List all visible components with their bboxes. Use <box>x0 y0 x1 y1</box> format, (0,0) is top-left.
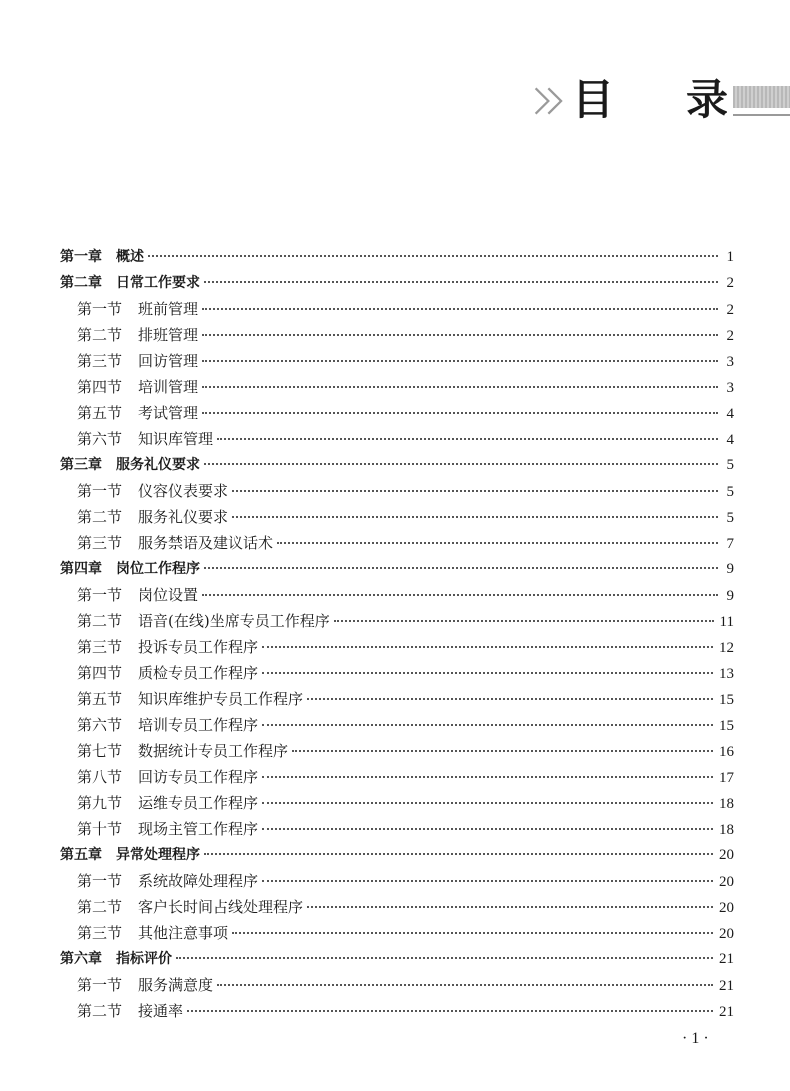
toc-entry-number: 第三章 <box>60 457 102 473</box>
toc-entry-title: 仪容仪表要求 <box>138 482 229 500</box>
dot-leader <box>202 358 718 362</box>
toc-entry-number: 第五节 <box>77 690 123 708</box>
toc-section-entry[interactable] <box>0 868 790 894</box>
toc-entry-title: 其他注意事项 <box>138 924 229 942</box>
toc-entry-number: 第二章 <box>60 275 102 291</box>
toc-entry-page: 20 <box>719 926 734 942</box>
toc-entry-title: 质检专员工作程序 <box>138 664 259 682</box>
toc-entry-number: 第八节 <box>77 768 123 786</box>
toc-entry-page: 3 <box>726 380 734 396</box>
title-accent-line <box>733 114 790 116</box>
toc-entry-title: 客户长时间占线处理程序 <box>138 898 304 916</box>
dot-leader <box>232 488 718 492</box>
toc-entry-title: 排班管理 <box>138 326 199 344</box>
toc-entry-title: 回访管理 <box>138 352 199 370</box>
toc-entry-number: 第三节 <box>77 924 123 942</box>
toc-entry-number: 第一节 <box>77 482 123 500</box>
toc-entry-title: 运维专员工作程序 <box>138 794 259 812</box>
dot-leader <box>232 514 718 518</box>
toc-entry-number: 第一节 <box>77 976 123 994</box>
toc-entry-page: 21 <box>719 951 734 967</box>
dot-leader <box>262 774 713 778</box>
toc-entry-page: 2 <box>726 275 734 291</box>
dot-leader <box>262 722 713 726</box>
dot-leader <box>307 904 713 908</box>
page-title-char-2: 录 <box>686 75 729 124</box>
toc-entry-page: 2 <box>726 302 734 318</box>
toc-entry-number: 第二节 <box>77 898 123 916</box>
toc-entry-page: 18 <box>719 822 734 838</box>
toc-entry-number: 第五节 <box>77 404 123 422</box>
dot-leader <box>217 436 718 440</box>
toc-chapter-entry[interactable] <box>0 556 790 582</box>
dot-leader <box>204 461 718 465</box>
toc-entry-title: 岗位工作程序 <box>116 561 200 577</box>
toc-section-entry[interactable] <box>0 478 790 504</box>
toc-section-entry[interactable] <box>0 920 790 946</box>
toc-chapter-entry[interactable] <box>0 452 790 478</box>
toc-entry-title: 服务礼仪要求 <box>138 508 229 526</box>
toc-entry-page: 3 <box>726 354 734 370</box>
toc-section-entry[interactable] <box>0 972 790 998</box>
toc-entry-page: 11 <box>719 614 734 630</box>
toc-entry-page: 1 <box>726 249 734 265</box>
toc-entry-number: 第一节 <box>77 300 123 318</box>
toc-entry-page: 17 <box>719 770 734 786</box>
toc-entry-number: 第七节 <box>77 742 123 760</box>
dot-leader <box>232 930 713 934</box>
title-accent-bar <box>733 86 790 108</box>
toc-section-entry[interactable] <box>0 530 790 556</box>
toc-entry-title: 岗位设置 <box>138 586 199 604</box>
toc-entry-title: 接通率 <box>138 1002 184 1020</box>
toc-section-entry[interactable] <box>0 504 790 530</box>
table-of-contents <box>0 244 790 1024</box>
toc-entry-page: 2 <box>726 328 734 344</box>
toc-section-entry[interactable] <box>0 998 790 1024</box>
toc-entry-title: 概述 <box>116 249 144 265</box>
toc-entry-title: 服务禁语及建议话术 <box>138 534 274 552</box>
toc-entry-title: 投诉专员工作程序 <box>138 638 259 656</box>
toc-entry-title: 服务满意度 <box>138 976 214 994</box>
toc-section-entry[interactable] <box>0 764 790 790</box>
toc-section-entry[interactable] <box>0 348 790 374</box>
toc-section-entry[interactable] <box>0 894 790 920</box>
toc-entry-number: 第六章 <box>60 951 102 967</box>
toc-entry-number: 第十节 <box>77 820 123 838</box>
toc-entry-title: 知识库管理 <box>138 430 214 448</box>
dot-leader <box>202 332 718 336</box>
dot-leader <box>262 826 713 830</box>
toc-entry-number: 第一节 <box>77 872 123 890</box>
dot-leader <box>204 851 713 855</box>
dot-leader <box>204 565 718 569</box>
toc-entry-page: 15 <box>719 718 734 734</box>
dot-leader <box>202 384 718 388</box>
dot-leader <box>262 644 713 648</box>
toc-entry-number: 第六节 <box>77 716 123 734</box>
toc-entry-page: 20 <box>719 847 734 863</box>
toc-chapter-entry[interactable] <box>0 946 790 972</box>
toc-entry-number: 第九节 <box>77 794 123 812</box>
dot-leader <box>217 982 713 986</box>
toc-entry-title: 系统故障处理程序 <box>138 872 259 890</box>
toc-section-entry[interactable] <box>0 322 790 348</box>
toc-entry-page: 12 <box>719 640 734 656</box>
toc-section-entry[interactable] <box>0 608 790 634</box>
dot-leader <box>277 540 718 544</box>
dot-leader <box>202 410 718 414</box>
toc-section-entry[interactable] <box>0 582 790 608</box>
toc-section-entry[interactable] <box>0 374 790 400</box>
toc-entry-number: 第三节 <box>77 638 123 656</box>
toc-entry-page: 13 <box>719 666 734 682</box>
toc-entry-number: 第二节 <box>77 508 123 526</box>
toc-chapter-entry[interactable] <box>0 842 790 868</box>
page-title-char-1: 目 <box>572 75 615 124</box>
dot-leader <box>334 618 714 622</box>
dot-leader <box>204 279 718 283</box>
toc-entry-title: 日常工作要求 <box>116 275 200 291</box>
toc-entry-title: 培训专员工作程序 <box>138 716 259 734</box>
toc-entry-title: 知识库维护专员工作程序 <box>138 690 304 708</box>
page-number: · 1 · <box>682 1030 709 1047</box>
toc-entry-page: 18 <box>719 796 734 812</box>
toc-section-entry[interactable] <box>0 660 790 686</box>
double-chevron-icon <box>532 84 572 118</box>
toc-section-entry[interactable] <box>0 400 790 426</box>
dot-leader <box>262 670 713 674</box>
toc-section-entry[interactable] <box>0 426 790 452</box>
toc-entry-page: 9 <box>726 588 734 604</box>
toc-entry-number: 第四章 <box>60 561 102 577</box>
toc-entry-page: 21 <box>719 978 734 994</box>
toc-entry-title: 指标评价 <box>116 951 172 967</box>
toc-entry-title: 班前管理 <box>138 300 199 318</box>
toc-entry-number: 第五章 <box>60 847 102 863</box>
toc-entry-page: 9 <box>726 561 734 577</box>
toc-section-entry[interactable] <box>0 738 790 764</box>
toc-entry-title: 服务礼仪要求 <box>116 457 200 473</box>
toc-entry-number: 第二节 <box>77 326 123 344</box>
toc-entry-page: 15 <box>719 692 734 708</box>
toc-entry-number: 第四节 <box>77 378 123 396</box>
toc-entry-page: 4 <box>726 432 734 448</box>
toc-entry-number: 第三节 <box>77 352 123 370</box>
toc-entry-title: 语音(在线)坐席专员工作程序 <box>138 612 330 630</box>
toc-entry-page: 5 <box>726 484 734 500</box>
toc-chapter-entry[interactable] <box>0 270 790 296</box>
toc-entry-number: 第六节 <box>77 430 123 448</box>
toc-entry-number: 第一章 <box>60 249 102 265</box>
toc-entry-title: 考试管理 <box>138 404 199 422</box>
dot-leader <box>176 955 713 959</box>
toc-entry-title: 数据统计专员工作程序 <box>138 742 289 760</box>
toc-section-entry[interactable] <box>0 712 790 738</box>
toc-entry-number: 第二节 <box>77 1002 123 1020</box>
toc-entry-title: 现场主管工作程序 <box>138 820 259 838</box>
toc-entry-number: 第一节 <box>77 586 123 604</box>
toc-entry-page: 20 <box>719 874 734 890</box>
dot-leader <box>307 696 713 700</box>
toc-section-entry[interactable] <box>0 790 790 816</box>
toc-entry-page: 4 <box>726 406 734 422</box>
toc-entry-number: 第四节 <box>77 664 123 682</box>
toc-entry-page: 20 <box>719 900 734 916</box>
dot-leader <box>262 800 713 804</box>
toc-entry-number: 第三节 <box>77 534 123 552</box>
dot-leader <box>292 748 713 752</box>
toc-entry-page: 5 <box>726 510 734 526</box>
toc-entry-page: 21 <box>719 1004 734 1020</box>
toc-entry-page: 7 <box>726 536 734 552</box>
dot-leader <box>202 592 718 596</box>
toc-chapter-entry[interactable] <box>0 244 790 270</box>
toc-entry-number: 第二节 <box>77 612 123 630</box>
toc-section-entry[interactable] <box>0 296 790 322</box>
toc-entry-title: 异常处理程序 <box>116 847 200 863</box>
toc-entry-title: 培训管理 <box>138 378 199 396</box>
dot-leader <box>262 878 713 882</box>
toc-entry-page: 5 <box>726 457 734 473</box>
toc-entry-title: 回访专员工作程序 <box>138 768 259 786</box>
dot-leader <box>202 306 718 310</box>
dot-leader <box>187 1008 713 1012</box>
toc-section-entry[interactable] <box>0 686 790 712</box>
dot-leader <box>148 253 718 257</box>
toc-entry-page: 16 <box>719 744 734 760</box>
toc-section-entry[interactable] <box>0 816 790 842</box>
toc-section-entry[interactable] <box>0 634 790 660</box>
